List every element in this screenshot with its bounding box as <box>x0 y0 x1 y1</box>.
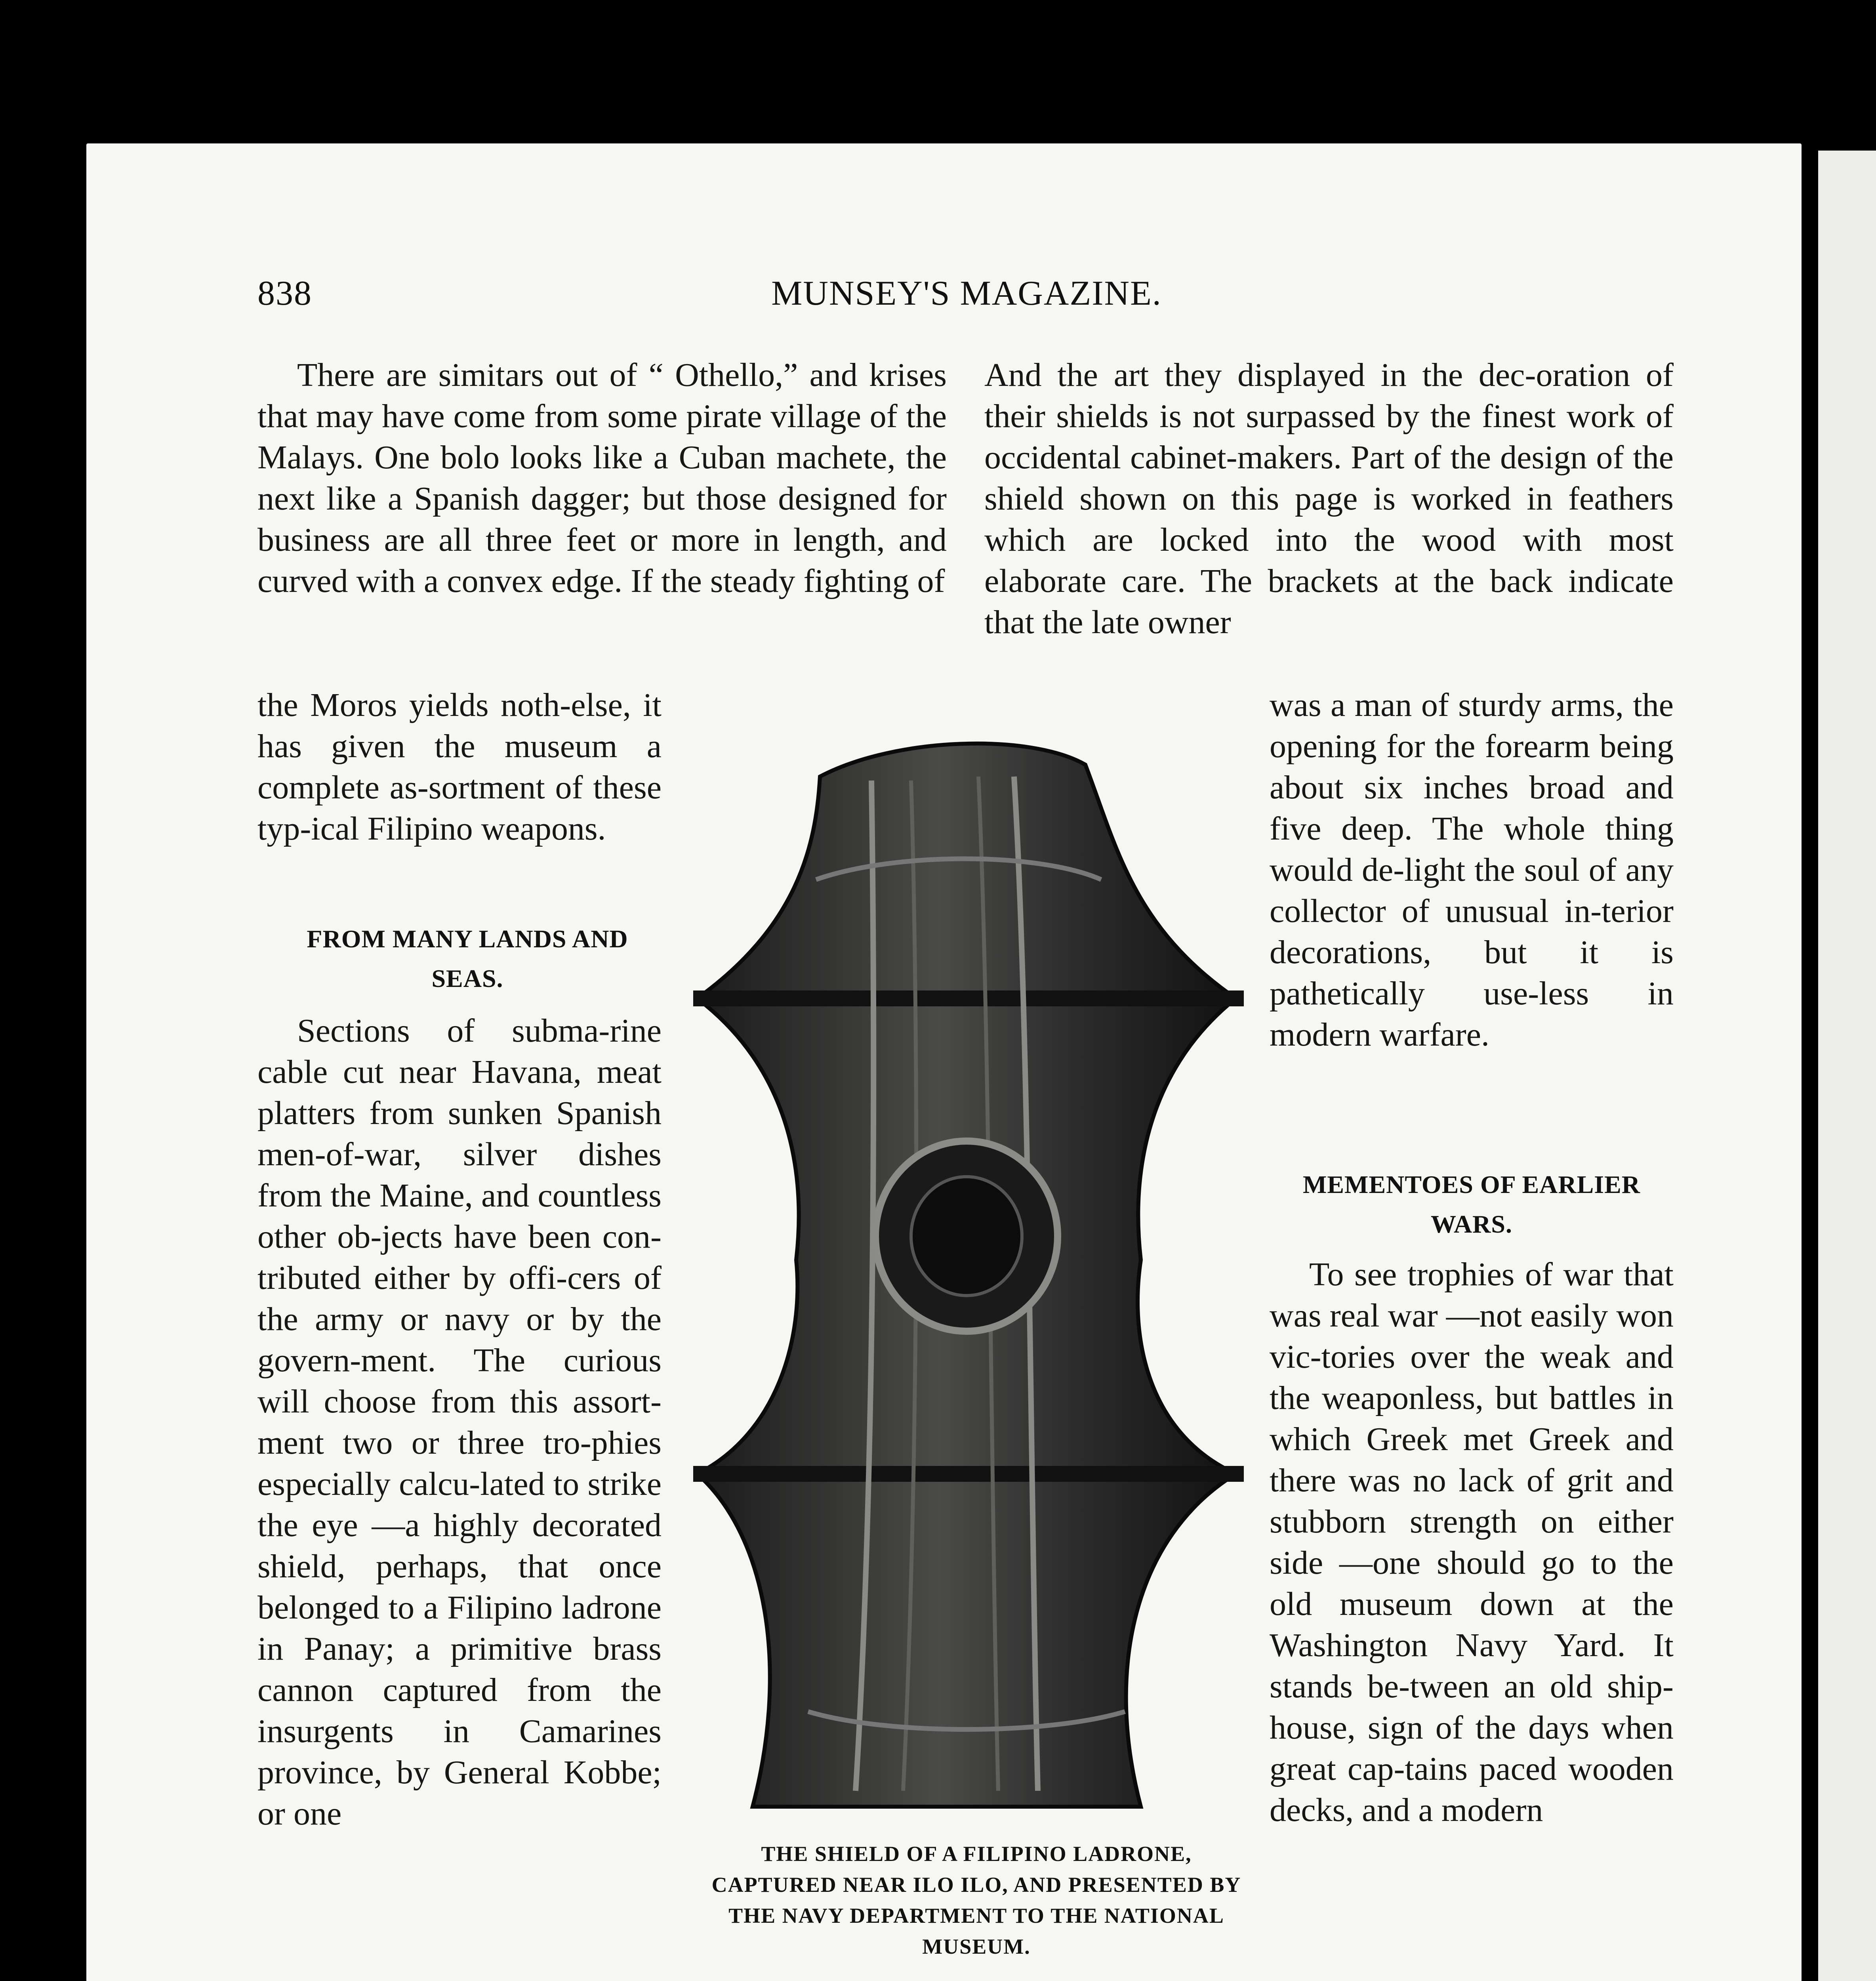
right-paragraph-1: And the art they displayed in the dec-oration of their shields is not surpassed by the finest work of occidental cabinet-makers. Part of the design of the shield shown on this page is worked in feathers which are locked into the wood with most elaborate care. The brackets at the back indicate that the late owner <box>984 357 1674 641</box>
left-column-top <box>257 355 947 602</box>
page-number: 838 <box>257 274 312 313</box>
left-column-narrow-1 <box>257 685 662 849</box>
magazine-title: MUNSEY'S MAGAZINE. <box>771 274 1162 313</box>
left-paragraph-2: the Moros yields noth-else, it has given the museum a complete as-sortment of these typ-ical Filipino weapons. <box>257 687 662 847</box>
left-column-narrow-2 <box>257 1010 662 1834</box>
shield-caption: THE SHIELD OF A FILIPINO LADRONE, CAPTURED NEAR ILO ILO, AND PRESENTED BY THE NAVY DEPARTMENT TO THE NATIONAL MUSEUM. <box>711 1842 1241 1958</box>
right-paragraph-2: was a man of sturdy arms, the opening for the forearm being about six inches broad and five deep. The whole thing would de-light the soul of any collector of unusual in-terior decorations, but it is pathetically use-less in modern warfare. <box>1270 687 1674 1053</box>
section-heading-right: MEMENTOES OF EARLIER WARS. <box>1302 1170 1641 1238</box>
right-paragraph-3: To see trophies of war that was real war —not easily won vic-tories over the weak and the weaponless, but battles in which Greek met Greek and there was no lack of grit and stubborn strength on either side —one should go to the old museum down at the Washington Navy Yard. It stands be-tween an old ship-house, sign of the days when great cap-tains paced wooden decks, and a modern <box>1270 1256 1674 1828</box>
right-column-top <box>984 355 1674 643</box>
right-column-narrow-2 <box>1270 1254 1674 1831</box>
next-page-edge <box>1818 151 1876 1981</box>
section-heading-left: FROM MANY LANDS AND SEAS. <box>307 925 628 992</box>
left-paragraph-3: Sections of subma-rine cable cut near Havana, meat platters from sunken Spanish men-of-war, silver dishes from the Maine, and countless other ob-jects have been con-tributed either by offi-cers of the army or navy or by the govern-ment. The curious will choose from this assort-ment two or three tro-phies especially calcu-lated to strike the eye —a highly decorated shield, perhaps, that once belonged to a Filipino ladrone in Panay; a primitive brass cannon captured from the insurgents in Camarines province, by General Kobbe; or one <box>257 1012 662 1832</box>
shield-illustration <box>689 721 1252 1823</box>
right-column-narrow-1 <box>1270 685 1674 1055</box>
left-paragraph-1: There are simitars out of “ Othello,” and krises that may have come from some pirate village of the Malays. One bolo looks like a Cuban machete, the next like a Spanish dagger; but those designed for business are all three feet or more in length, and curved with a convex edge. If the steady fighting of <box>257 357 947 599</box>
